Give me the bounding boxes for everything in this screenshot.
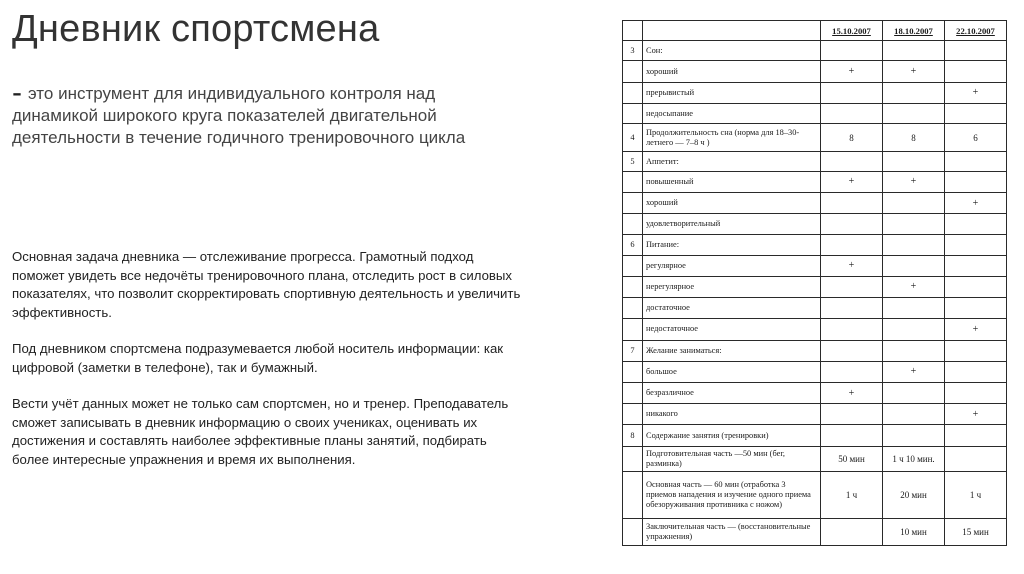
value-cell [883, 319, 945, 340]
value-cell: + [883, 361, 945, 382]
value-cell [945, 103, 1007, 123]
row-number [623, 255, 643, 276]
value-cell [821, 152, 883, 171]
table-row [623, 255, 1007, 276]
value-cell: + [821, 255, 883, 276]
value-cell: + [821, 382, 883, 403]
value-cell [821, 82, 883, 103]
row-number [623, 61, 643, 82]
value-cell [945, 276, 1007, 297]
value-cell: + [821, 61, 883, 82]
value-cell [945, 425, 1007, 446]
value-cell: + [945, 319, 1007, 340]
value-cell [883, 255, 945, 276]
row-label: безразличное [643, 382, 821, 403]
row-number [623, 214, 643, 235]
row-label: Аппетит: [643, 152, 821, 171]
value-cell [883, 152, 945, 171]
paragraph: Под дневником спортсмена подразумевается любой носитель информации: как цифровой (заметки в телефоне), так и бумажный. [12, 341, 504, 375]
row-number [623, 361, 643, 382]
row-label: недостаточное [643, 319, 821, 340]
date-header: 15.10.2007 [821, 21, 883, 41]
table-row [623, 340, 1007, 361]
row-label: достаточное [643, 298, 821, 319]
value-cell [945, 340, 1007, 361]
row-label: нерегулярное [643, 276, 821, 297]
row-label: повышенный [643, 171, 821, 192]
value-cell: 1 ч [821, 471, 883, 518]
row-label: Основная часть — 60 мин (отработка 3 приемов нападения и изучение одного приема обезоруживания противника с ножом) [643, 471, 821, 518]
row-label: большое [643, 361, 821, 382]
table-row [623, 425, 1007, 446]
value-cell [821, 298, 883, 319]
value-cell [945, 255, 1007, 276]
value-cell [945, 361, 1007, 382]
table-row [623, 235, 1007, 255]
table-row [623, 214, 1007, 235]
row-number [623, 319, 643, 340]
row-number [623, 298, 643, 319]
value-cell [821, 192, 883, 213]
row-label: недосыпание [643, 103, 821, 123]
value-cell: + [821, 171, 883, 192]
value-cell [945, 214, 1007, 235]
value-cell: 1 ч [945, 471, 1007, 518]
table-row [623, 471, 1007, 518]
value-cell [883, 404, 945, 425]
value-cell: + [945, 404, 1007, 425]
row-label: хороший [643, 192, 821, 213]
row-number [623, 276, 643, 297]
value-cell: 8 [883, 124, 945, 152]
value-cell [945, 446, 1007, 471]
row-number: 3 [623, 41, 643, 61]
row-number: 6 [623, 235, 643, 255]
table-row [623, 276, 1007, 297]
table-row [623, 319, 1007, 340]
value-cell [821, 235, 883, 255]
row-label: Сон: [643, 41, 821, 61]
value-cell: 1 ч 10 мин. [883, 446, 945, 471]
row-label: Заключительная часть — (восстановительные упражнения) [643, 518, 821, 546]
date-header: 22.10.2007 [945, 21, 1007, 41]
row-number: 8 [623, 425, 643, 446]
value-cell [945, 152, 1007, 171]
value-cell [883, 103, 945, 123]
row-number: 5 [623, 152, 643, 171]
row-label: регулярное [643, 255, 821, 276]
value-cell [945, 171, 1007, 192]
diary-table [622, 20, 1007, 546]
row-label: прерывистый [643, 82, 821, 103]
row-number [623, 404, 643, 425]
subtitle [12, 76, 512, 149]
value-cell [945, 382, 1007, 403]
row-number [623, 103, 643, 123]
row-number [623, 382, 643, 403]
value-cell [821, 276, 883, 297]
value-cell [821, 340, 883, 361]
value-cell: + [883, 61, 945, 82]
value-cell [821, 425, 883, 446]
value-cell [883, 192, 945, 213]
value-cell [821, 214, 883, 235]
row-number [623, 446, 643, 471]
value-cell [883, 214, 945, 235]
value-cell: 10 мин [883, 518, 945, 546]
paragraph: Основная задача дневника — отслеживание прогресса. Грамотный подход поможет увидеть все недочёты тренировочного плана, отследить рост в силовых показателях, что позволит скорректировать спортивную деятельность и увеличить эффективность. [12, 249, 521, 320]
value-cell: 6 [945, 124, 1007, 152]
value-cell [821, 404, 883, 425]
value-cell [821, 41, 883, 61]
row-number [623, 518, 643, 546]
value-cell [945, 61, 1007, 82]
value-cell [883, 235, 945, 255]
table-row [623, 404, 1007, 425]
table-row [623, 82, 1007, 103]
value-cell: 50 мин [821, 446, 883, 471]
table-row [623, 152, 1007, 171]
table-row [623, 103, 1007, 123]
value-cell [883, 82, 945, 103]
value-cell [945, 41, 1007, 61]
value-cell: 20 мин [883, 471, 945, 518]
row-number [623, 471, 643, 518]
row-number [623, 171, 643, 192]
value-cell [883, 340, 945, 361]
row-label: Содержание занятия (тренировки) [643, 425, 821, 446]
subtitle-dash: - [12, 76, 22, 109]
value-cell [883, 298, 945, 319]
table-row [623, 41, 1007, 61]
table-row [623, 171, 1007, 192]
table-row [623, 361, 1007, 382]
row-number [623, 192, 643, 213]
body-text [12, 248, 522, 487]
value-cell: + [945, 82, 1007, 103]
row-label: удовлетворительный [643, 214, 821, 235]
row-label: Желание заниматься: [643, 340, 821, 361]
table-row [623, 382, 1007, 403]
value-cell [883, 382, 945, 403]
paragraph: Вести учёт данных может не только сам спортсмен, но и тренер. Преподаватель сможет записывать в дневник информацию о своих учениках, оценивать их достижения и составлять наиболее эффективные планы занятий, подбирать более интересные упражнения и время их выполнения. [12, 396, 509, 467]
row-number [623, 82, 643, 103]
header-cell [623, 21, 643, 41]
value-cell [883, 425, 945, 446]
value-cell: + [883, 171, 945, 192]
row-label: никакого [643, 404, 821, 425]
value-cell [883, 41, 945, 61]
table-row [623, 518, 1007, 546]
value-cell: 8 [821, 124, 883, 152]
value-cell [945, 298, 1007, 319]
row-number: 4 [623, 124, 643, 152]
table-row [623, 61, 1007, 82]
row-label: Продолжительность сна (норма для 18–30-летнего — 7–8 ч ) [643, 124, 821, 152]
value-cell: + [883, 276, 945, 297]
table-header-row [623, 21, 1007, 41]
row-label: Подготовительная часть —50 мин (бег, разминка) [643, 446, 821, 471]
row-label: хороший [643, 61, 821, 82]
page-title: Дневник спортсмена [12, 8, 380, 50]
header-cell [643, 21, 821, 41]
table-row [623, 446, 1007, 471]
table-row [623, 192, 1007, 213]
row-label: Питание: [643, 235, 821, 255]
value-cell [821, 361, 883, 382]
value-cell: + [945, 192, 1007, 213]
diary-table-body [623, 21, 1007, 546]
value-cell: 15 мин [945, 518, 1007, 546]
date-header: 18.10.2007 [883, 21, 945, 41]
value-cell [821, 518, 883, 546]
value-cell [945, 235, 1007, 255]
value-cell [821, 319, 883, 340]
subtitle-text: это инструмент для индивидуального контроля над динамикой широкого круга показателей двигательной деятельности в течение годичного тренировочного цикла [12, 84, 466, 147]
row-number: 7 [623, 340, 643, 361]
table-row [623, 298, 1007, 319]
table-row [623, 124, 1007, 152]
value-cell [821, 103, 883, 123]
